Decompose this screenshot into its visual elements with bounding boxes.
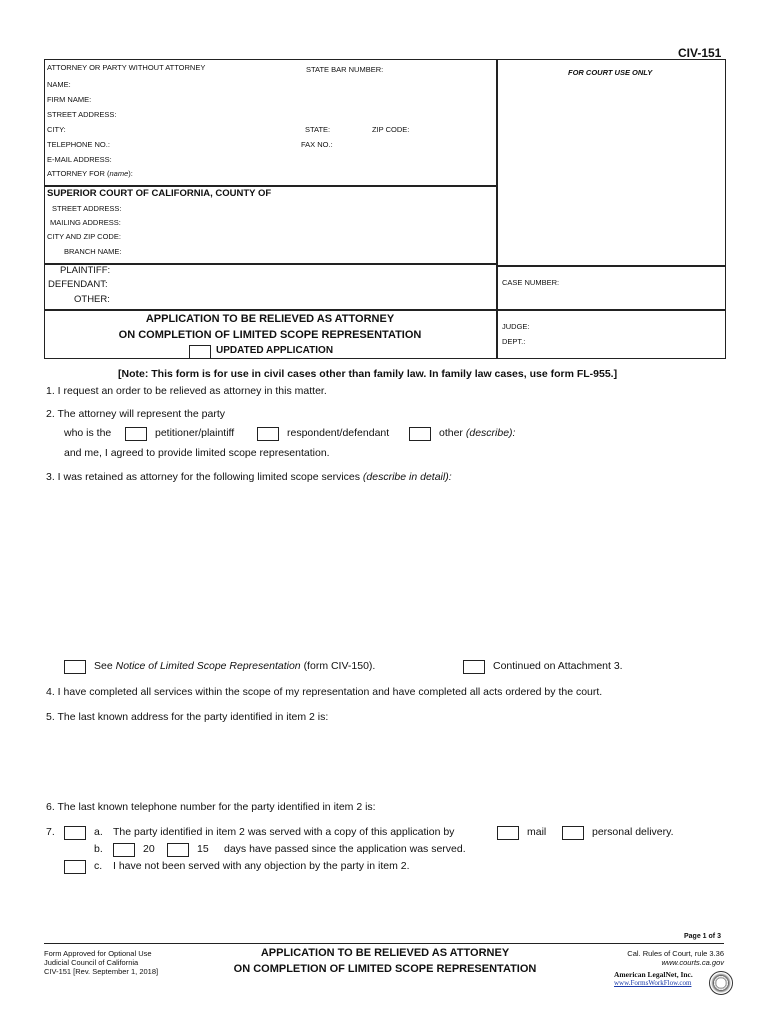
court-use-box — [496, 59, 726, 267]
item-7c-text: I have not been served with any objection by the party in item 2. — [113, 860, 410, 872]
attorney-for-label: ATTORNEY FOR (name): — [47, 169, 133, 178]
item-7b-text: days have passed since the application was served. — [224, 843, 466, 855]
other-label: OTHER: — [74, 294, 110, 305]
item-7b-letter: b. — [94, 843, 103, 855]
city-label: CITY: — [47, 125, 66, 134]
phone-label: TELEPHONE NO.: — [47, 140, 110, 149]
footer-approved-1: Form Approved for Optional Use — [44, 949, 152, 958]
state-bar-label: STATE BAR NUMBER: — [306, 65, 384, 74]
page-number: Page 1 of 3 — [684, 933, 721, 940]
seal-icon — [709, 971, 733, 995]
note-text: [Note: This form is for use in civil cases other than family law. In family law cases, use form FL-955.] — [118, 368, 618, 380]
footer-title-2: ON COMPLETION OF LIMITED SCOPE REPRESENTATION — [233, 963, 537, 975]
item-2-who: who is the — [64, 427, 112, 439]
petitioner-checkbox[interactable] — [125, 427, 147, 441]
updated-application-checkbox[interactable] — [189, 345, 211, 359]
state-label: STATE: — [305, 125, 331, 134]
dept-label: DEPT.: — [502, 337, 526, 346]
court-branch-label: BRANCH NAME: — [64, 247, 122, 256]
footer-title-1: APPLICATION TO BE RELIEVED AS ATTORNEY — [260, 947, 510, 959]
judge-label: JUDGE: — [502, 322, 530, 331]
zip-label: ZIP CODE: — [372, 125, 410, 134]
item-7a-checkbox[interactable] — [64, 826, 86, 840]
continued-label: Continued on Attachment 3. — [493, 660, 623, 672]
plaintiff-label: PLAINTIFF: — [60, 265, 111, 276]
days-15-label: 15 — [197, 843, 209, 855]
fax-label: FAX NO.: — [301, 140, 333, 149]
item-7-number: 7. — [46, 826, 55, 838]
footer-approved-2: Judicial Council of California — [44, 958, 139, 967]
street-label: STREET ADDRESS: — [47, 110, 117, 119]
petitioner-label: petitioner/plaintiff — [155, 427, 235, 439]
court-mailing-label: MAILING ADDRESS: — [50, 218, 121, 227]
days-20-checkbox[interactable] — [113, 843, 135, 857]
days-20-label: 20 — [143, 843, 155, 855]
name-label: NAME: — [47, 80, 71, 89]
footer-approved-3: CIV-151 [Rev. September 1, 2018] — [44, 967, 159, 976]
item-1: 1. I request an order to be relieved as attorney in this matter. — [46, 385, 327, 397]
continued-checkbox[interactable] — [463, 660, 485, 674]
item-2-intro: 2. The attorney will represent the party — [46, 408, 225, 420]
defendant-label: DEFENDANT: — [48, 279, 108, 290]
updated-application-label: UPDATED APPLICATION — [216, 345, 334, 356]
personal-delivery-checkbox[interactable] — [562, 826, 584, 840]
personal-delivery-label: personal delivery. — [592, 826, 674, 838]
court-title: SUPERIOR COURT OF CALIFORNIA, COUNTY OF — [47, 188, 272, 199]
court-use-label: FOR COURT USE ONLY — [568, 68, 653, 77]
days-15-checkbox[interactable] — [167, 843, 189, 857]
item-3: 3. I was retained as attorney for the following limited scope services (describe in detail): — [46, 471, 452, 483]
item-7a-text: The party identified in item 2 was served with a copy of this application by — [113, 826, 455, 838]
item-5: 5. The last known address for the party identified in item 2 is: — [46, 711, 329, 723]
other-party-label: other (describe): — [439, 427, 516, 439]
vendor-name: American LegalNet, Inc. — [614, 970, 693, 979]
court-street-label: STREET ADDRESS: — [52, 204, 122, 213]
case-number-box — [496, 265, 726, 311]
footer-site: www.courts.ca.gov — [661, 958, 724, 967]
respondent-label: respondent/defendant — [287, 427, 390, 439]
see-notice-label: See Notice of Limited Scope Representation (form CIV-150). — [94, 660, 376, 672]
judge-box — [496, 309, 726, 359]
vendor-url[interactable]: www.FormsWorkFlow.com — [614, 979, 692, 987]
form-title-line2: ON COMPLETION OF LIMITED SCOPE REPRESENTATION — [118, 329, 422, 341]
item-6: 6. The last known telephone number for the party identified in item 2 is: — [46, 801, 376, 813]
item-2-agreement: and me, I agreed to provide limited scope representation. — [64, 447, 330, 459]
attorney-header: ATTORNEY OR PARTY WITHOUT ATTORNEY — [47, 63, 206, 72]
item-7a-letter: a. — [94, 826, 103, 838]
form-title-line1: APPLICATION TO BE RELIEVED AS ATTORNEY — [145, 313, 395, 325]
court-cityzip-label: CITY AND ZIP CODE: — [47, 232, 121, 241]
mail-label: mail — [527, 826, 547, 838]
parties-box — [44, 263, 498, 311]
footer-rule — [44, 943, 724, 944]
item-7c-checkbox[interactable] — [64, 860, 86, 874]
email-label: E-MAIL ADDRESS: — [47, 155, 112, 164]
firm-label: FIRM NAME: — [47, 95, 92, 104]
mail-checkbox[interactable] — [497, 826, 519, 840]
see-notice-checkbox[interactable] — [64, 660, 86, 674]
respondent-checkbox[interactable] — [257, 427, 279, 441]
attorney-box — [44, 59, 498, 187]
vendor-badge — [614, 970, 706, 994]
other-party-checkbox[interactable] — [409, 427, 431, 441]
case-number-label: CASE NUMBER: — [502, 278, 560, 287]
item-4: 4. I have completed all services within the scope of my representation and have completed all acts ordered by the court. — [46, 686, 603, 698]
item-7c-letter: c. — [94, 860, 103, 872]
footer-rules: Cal. Rules of Court, rule 3.36 — [627, 949, 724, 958]
form-id: CIV-151 — [678, 46, 722, 60]
